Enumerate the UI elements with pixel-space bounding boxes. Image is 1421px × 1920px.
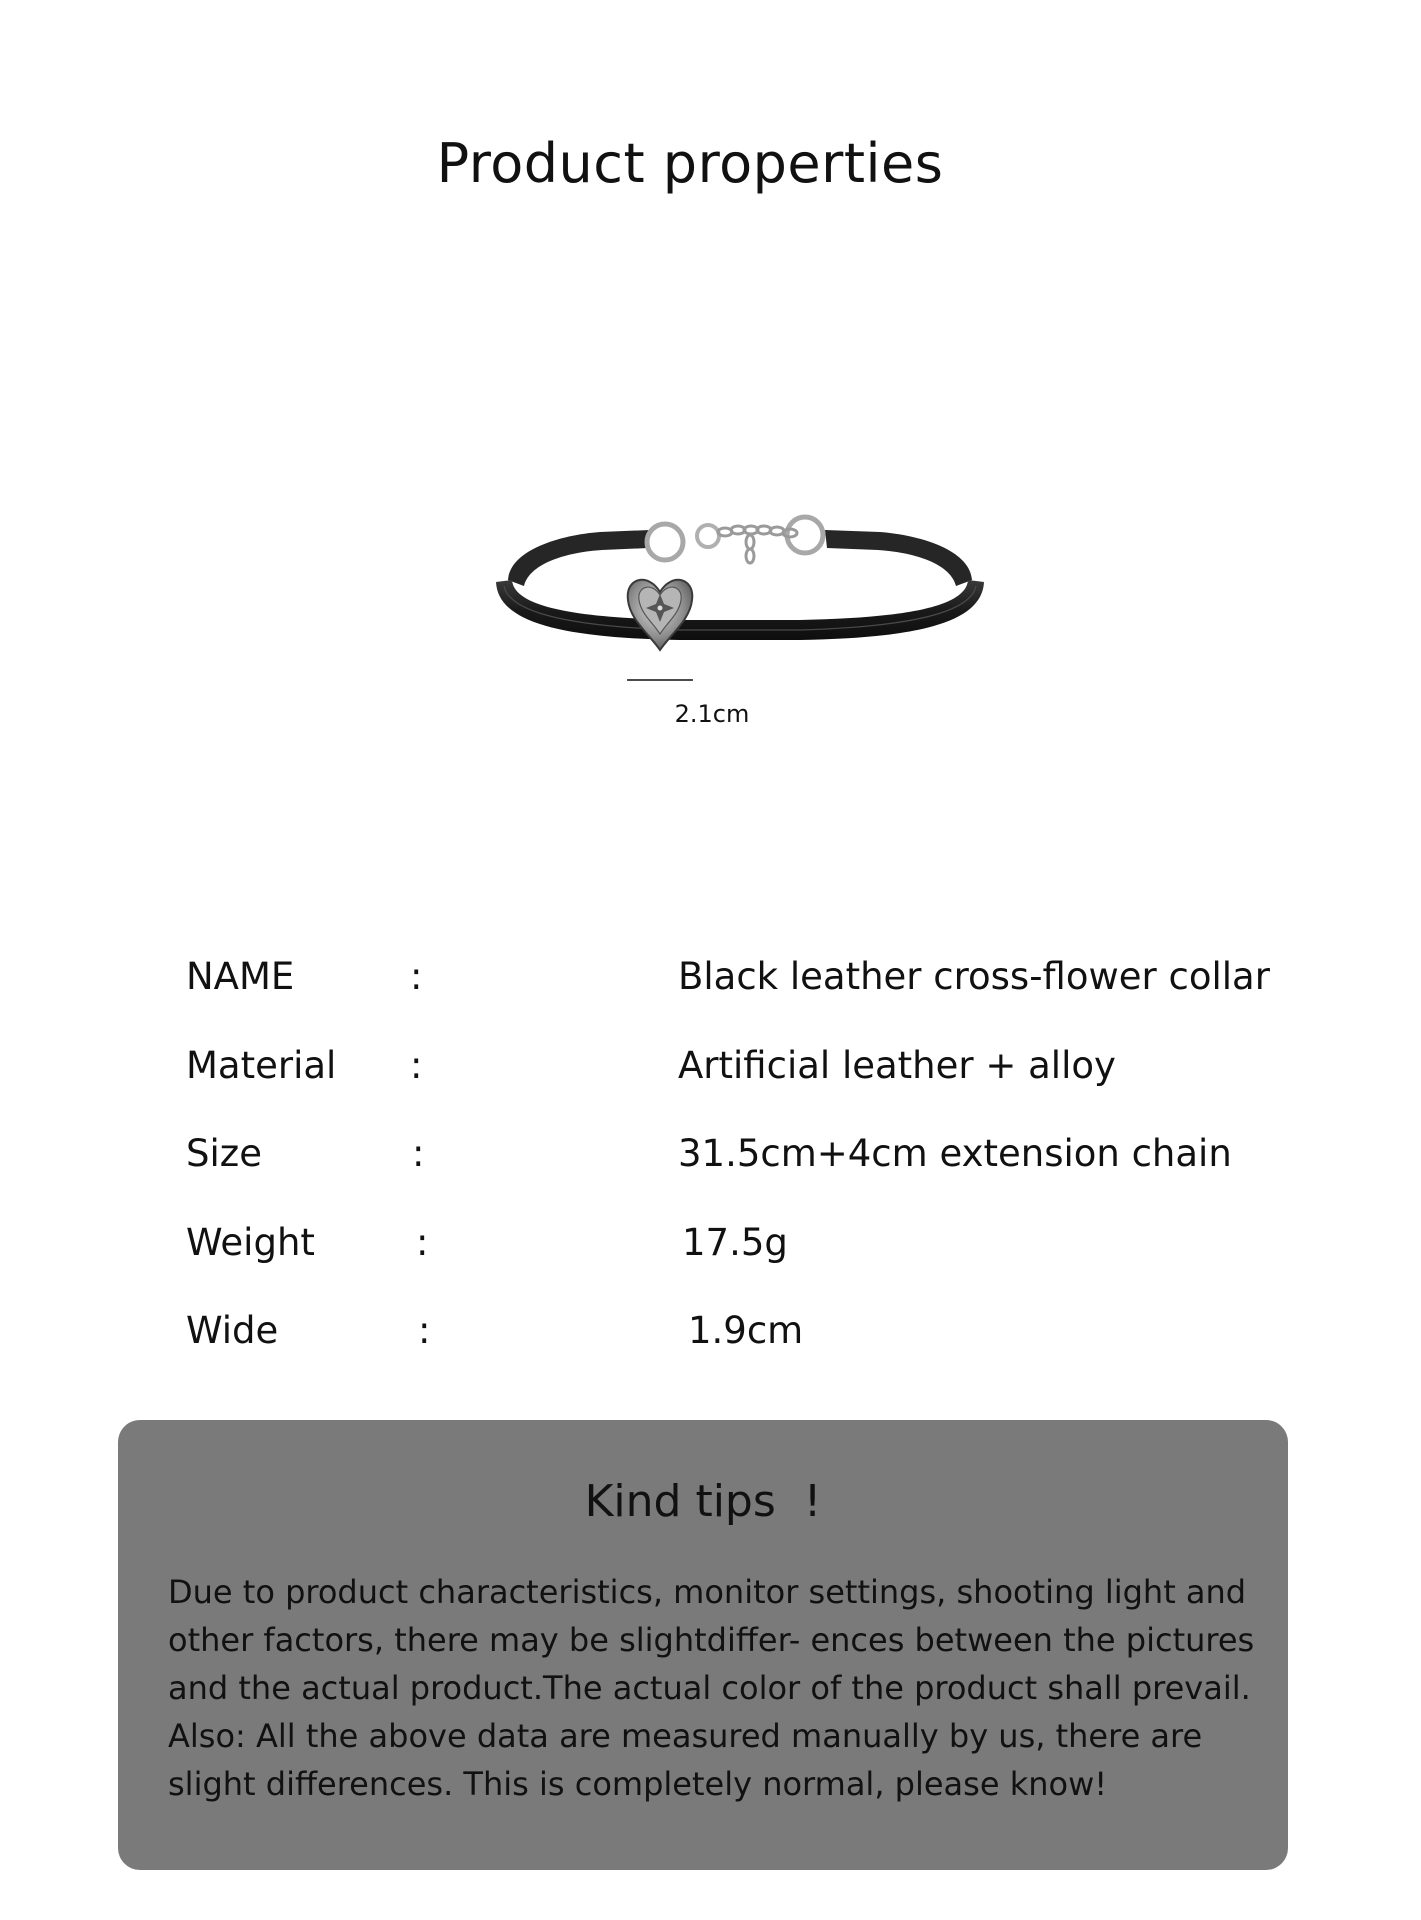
page-title: Product properties — [436, 132, 944, 195]
property-row-size — [0, 1132, 1421, 1192]
property-label: NAME — [186, 955, 295, 998]
property-row-name — [0, 955, 1421, 1015]
property-label: Size — [186, 1132, 262, 1175]
property-row-material — [0, 1044, 1421, 1104]
property-row-weight — [0, 1221, 1421, 1281]
property-value: 31.5cm+4cm extension chain — [678, 1132, 1232, 1175]
property-row-wide — [0, 1309, 1421, 1369]
property-label: Material — [186, 1044, 337, 1087]
property-colon: : — [410, 955, 423, 998]
property-colon: : — [416, 1221, 429, 1264]
property-value: 17.5g — [682, 1221, 788, 1264]
property-value: Artificial leather + alloy — [678, 1044, 1116, 1087]
property-label: Wide — [186, 1309, 279, 1352]
property-colon: : — [418, 1309, 431, 1352]
property-colon: : — [412, 1132, 425, 1175]
property-value: 1.9cm — [688, 1309, 804, 1352]
kind-tips-panel — [118, 1420, 1288, 1870]
tips-title: Kind tips ! — [584, 1476, 822, 1527]
property-label: Weight — [186, 1221, 315, 1264]
tips-body: Due to product characteristics, monitor settings, shooting light and other factors, there may be slightdiffer- ences between the pictures and the actual product.The actual color of the product shall prevail. Also: All the above data are measured manually by us, there are slight differences. This is completely normal, please know! — [168, 1573, 1255, 1803]
property-value: Black leather cross-flower collar — [678, 955, 1270, 998]
dimension-label: 2.1cm — [674, 700, 750, 728]
property-colon: : — [410, 1044, 423, 1087]
